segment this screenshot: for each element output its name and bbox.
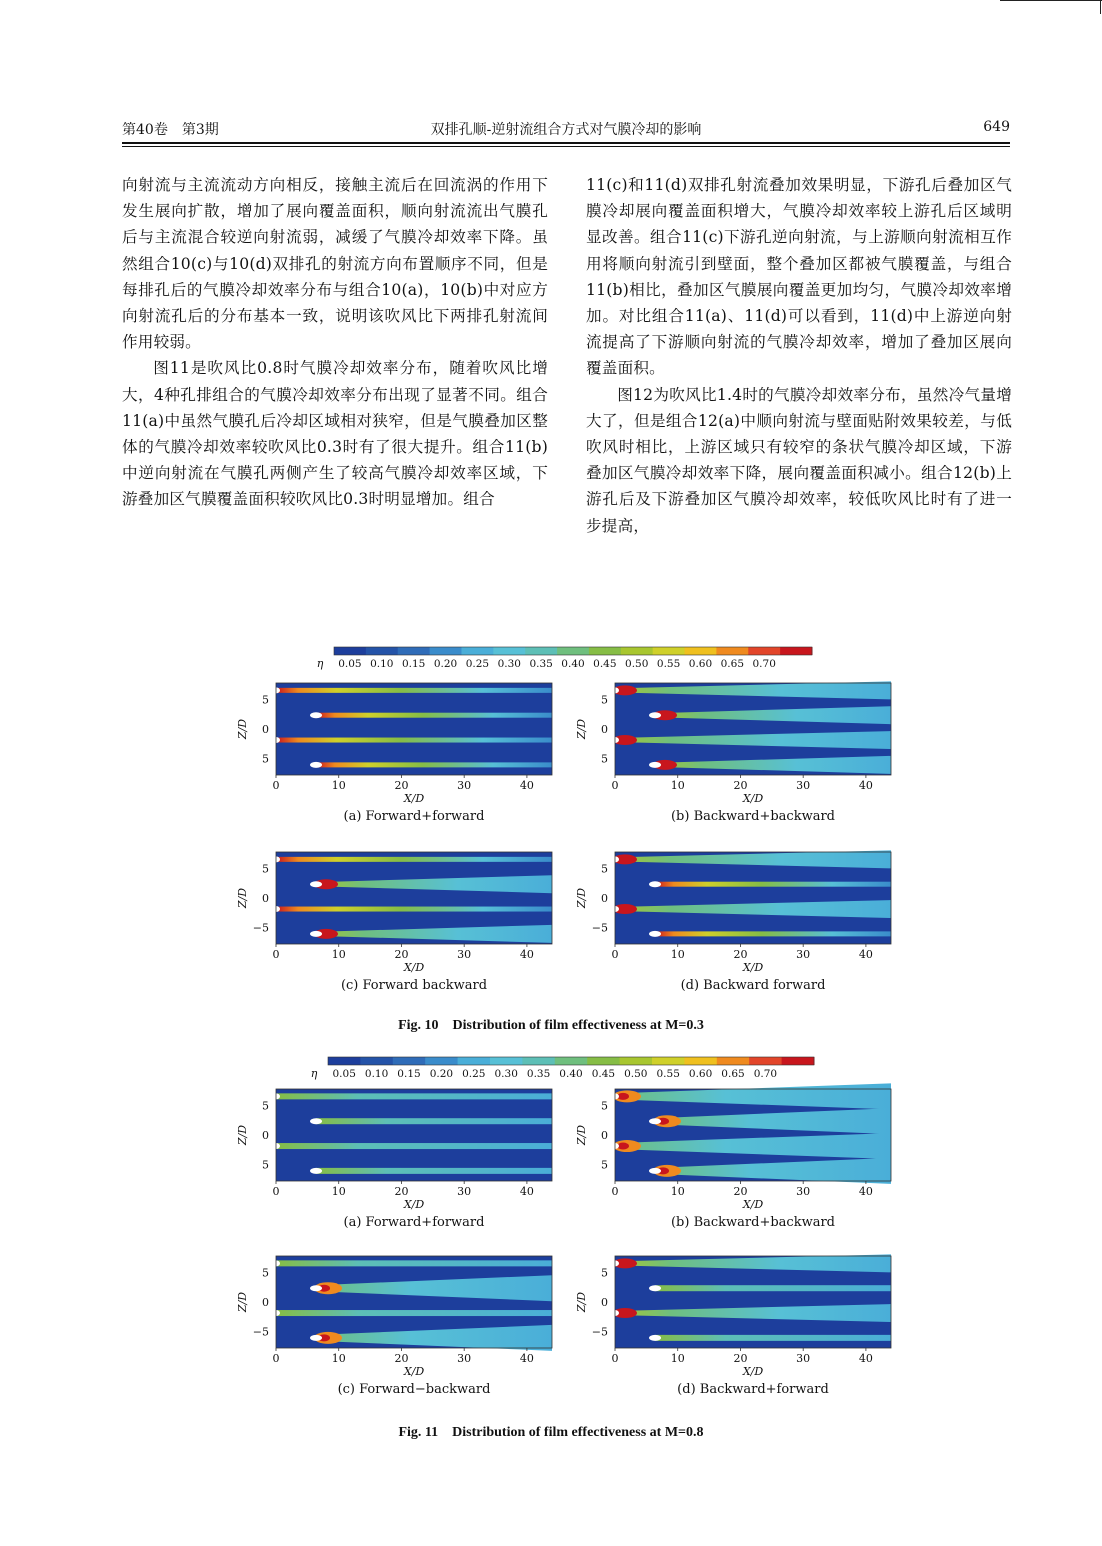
colorbar-symbol: η [310, 1067, 318, 1080]
colorbar-tick-label: 0.15 [397, 1068, 421, 1080]
colorbar-swatch [780, 647, 812, 655]
colorbar-tick-label: 0.30 [497, 658, 521, 670]
y-tick-label: 0 [601, 1296, 608, 1309]
colorbar-swatch [684, 1057, 717, 1065]
y-axis-label: Z/D [575, 887, 588, 909]
x-tick-label: 20 [394, 1352, 409, 1365]
y-tick-label: 0 [262, 892, 269, 905]
x-tick-label: 10 [670, 1352, 685, 1365]
x-tick-label: 30 [796, 1185, 811, 1198]
colorbar-tick-label: 0.25 [465, 658, 490, 670]
x-axis-label: X/D [742, 961, 764, 974]
film-jet [276, 1093, 552, 1099]
paragraph: 图12为吹风比1.4时的气膜冷却效率分布，虽然冷气量增大了，但是组合12(a)中顺向射流与壁面贴附效果较差，与低吹风时相比，上游区域只有较窄的条状气膜冷却区域，下游叠加区气膜冷却效率下降，展向覆盖面积减小。组合12(b)上游孔后及下游叠加区气膜冷却效率，较低吹风比时有了进一步提高， [586, 385, 1012, 535]
colorbar-tick-label: 0.10 [370, 658, 394, 670]
cooling-hole [310, 1168, 322, 1174]
colorbar-swatch [522, 1057, 555, 1065]
x-tick-label: 0 [272, 948, 280, 961]
y-tick-label: 0 [601, 892, 608, 905]
colorbar-swatch [366, 647, 398, 655]
y-tick-label: 5 [601, 752, 608, 766]
film-jet [276, 907, 552, 912]
colorbar-tick-label: 0.50 [624, 1068, 648, 1080]
colorbar-tick-label: 0.05 [332, 1068, 356, 1080]
journal-volume: 第40卷 第3期 [122, 122, 219, 138]
x-tick-label: 20 [733, 1352, 748, 1365]
y-tick-label: 0 [601, 1129, 608, 1142]
x-axis-label: X/D [403, 792, 425, 805]
x-tick-label: 10 [670, 1185, 685, 1198]
x-tick-label: 40 [519, 1185, 534, 1198]
colorbar-tick-label: 0.05 [338, 658, 362, 670]
colorbar-swatch [557, 647, 589, 655]
cooling-hole [649, 1168, 661, 1174]
colorbar-swatch [782, 1057, 815, 1065]
film-jet [655, 1285, 891, 1291]
colorbar-swatch [620, 1057, 653, 1065]
paragraph: 11(c)和11(d)双排孔射流叠加效果明显，下游孔后叠加区气膜冷却展向覆盖面积增大，气膜冷却效率较上游孔后区域明显改善。组合11(c)下游孔逆向射流，与上游顺向射流相互作用将顺向射流引到壁面，整个叠加区都被气膜覆盖，与组合11(b)相比，叠加区气膜展向覆盖更加均匀，气膜冷却效率增加。对比组合11(a)、11(d)可以看到，11(d)中上游逆向射流提高了下游顺向射流的气膜冷却效率，增加了叠加区展向覆盖面积。 [586, 176, 1012, 378]
film-jet [276, 1143, 552, 1149]
x-tick-label: 20 [733, 779, 748, 792]
panel-caption: (b) Backward+backward [670, 1215, 836, 1230]
x-tick-label: 30 [796, 948, 811, 961]
figure-11 [236, 1057, 891, 1397]
colorbar-tick-label: 0.70 [753, 1068, 778, 1080]
film-jet [316, 1168, 552, 1174]
cooling-hole [649, 1335, 661, 1341]
y-tick-label: −5 [591, 921, 608, 935]
y-tick-label: 5 [601, 862, 608, 876]
cooling-hole [649, 1285, 661, 1291]
x-tick-label: 10 [331, 1185, 346, 1198]
cooling-hole [649, 1118, 661, 1124]
y-tick-label: 0 [262, 1296, 269, 1309]
x-tick-label: 20 [394, 779, 409, 792]
colorbar-swatch [360, 1057, 393, 1065]
colorbar-tick-label: 0.40 [559, 1068, 583, 1080]
colorbar-swatch [398, 647, 430, 655]
y-tick-label: 0 [601, 723, 608, 736]
figure-10-caption: Fig. 10 Distribution of film effectiveness at M=0.3 [398, 1018, 704, 1033]
colorbar-tick-label: 0.30 [494, 1068, 518, 1080]
y-tick-label: 5 [262, 752, 269, 766]
panel-caption: (d) Backward+forward [677, 1382, 829, 1397]
contour-panel [236, 1256, 552, 1397]
x-tick-label: 10 [331, 779, 346, 792]
colorbar-swatch [334, 647, 366, 655]
x-tick-label: 10 [331, 948, 346, 961]
panel-caption: (c) Forward−backward [337, 1382, 491, 1397]
x-tick-label: 10 [670, 948, 685, 961]
x-tick-label: 40 [519, 948, 534, 961]
colorbar-tick-label: 0.15 [401, 658, 426, 670]
colorbar-tick-label: 0.20 [429, 1068, 454, 1080]
y-tick-label: 0 [262, 723, 269, 736]
y-tick-label: −5 [252, 1325, 269, 1339]
page-number: 649 [983, 119, 1010, 135]
film-jet [316, 713, 552, 718]
figure-11-caption: Fig. 11 Distribution of film effectiveness at M=0.8 [398, 1425, 704, 1440]
cooling-hole [310, 931, 322, 937]
x-tick-label: 20 [394, 948, 409, 961]
film-jet [655, 931, 891, 936]
x-axis-label: X/D [403, 1365, 425, 1378]
y-axis-label: Z/D [575, 718, 588, 740]
paragraph: 向射流与主流流动方向相反，接触主流后在回流涡的作用下发生展向扩散，增加了展向覆盖面积，顺向射流流出气膜孔后与主流混合较逆向射流弱，减缓了气膜冷却效率下降。虽然组合10(c)与10(d)双排孔的射流方向布置顺序不同，但是每排孔后的气膜冷却效率分布与组合10(a)，10(b)中对应方向射流孔后的分布基本一致，说明该吹风比下两排孔射流间作用较弱。 [122, 176, 548, 352]
colorbar-swatch [493, 647, 525, 655]
x-tick-label: 20 [394, 1185, 409, 1198]
y-tick-label: 5 [601, 693, 608, 707]
cooling-hole [310, 1118, 322, 1124]
colorbar-swatch [430, 647, 462, 655]
cooling-hole [649, 762, 661, 768]
film-jet [655, 882, 891, 887]
y-tick-label: 5 [601, 1099, 608, 1113]
panel-caption: (b) Backward+backward [670, 809, 836, 824]
x-tick-label: 40 [519, 1352, 534, 1365]
colorbar-swatch [685, 647, 717, 655]
x-tick-label: 40 [858, 779, 873, 792]
x-tick-label: 40 [858, 948, 873, 961]
y-tick-label: 5 [262, 1266, 269, 1280]
cooling-hole [649, 931, 661, 937]
film-jet [276, 857, 552, 862]
colorbar-swatch [717, 1057, 750, 1065]
colorbar-swatch [653, 647, 685, 655]
y-axis-label: Z/D [236, 1124, 249, 1146]
film-jet [276, 688, 552, 693]
colorbar-tick-label: 0.55 [656, 1068, 680, 1080]
contour-panel [575, 850, 891, 993]
x-tick-label: 10 [331, 1352, 346, 1365]
panel-background [276, 1089, 552, 1181]
contour-panel [236, 683, 552, 824]
x-tick-label: 0 [272, 779, 280, 792]
x-tick-label: 0 [272, 1352, 280, 1365]
colorbar-swatch [652, 1057, 685, 1065]
x-tick-label: 10 [670, 779, 685, 792]
colorbar-tick-label: 0.35 [526, 1068, 551, 1080]
x-tick-label: 0 [611, 1352, 619, 1365]
colorbar-swatch [490, 1057, 523, 1065]
colorbar-swatch [393, 1057, 426, 1065]
y-axis-label: Z/D [236, 718, 249, 740]
x-tick-label: 40 [858, 1352, 873, 1365]
x-tick-label: 0 [272, 1185, 280, 1198]
film-jet [316, 1118, 552, 1124]
contour-panel [575, 1083, 891, 1230]
panel-caption: (d) Backward forward [680, 978, 826, 993]
x-axis-label: X/D [403, 1198, 425, 1211]
y-axis-label: Z/D [575, 1291, 588, 1313]
colorbar-tick-label: 0.10 [364, 1068, 389, 1080]
y-tick-label: 5 [262, 1099, 269, 1113]
contour-panel [575, 681, 891, 824]
colorbar-swatch [621, 647, 653, 655]
colorbar-tick-label: 0.45 [593, 658, 617, 670]
paragraph: 图11是吹风比0.8时气膜冷却效率分布，随着吹风比增大，4种孔排组合的气膜冷却效率分布出现了显著不同。组合11(a)中虽然气膜孔后冷却区域相对狭窄，但是气膜叠加区整体的气膜冷却效率较吹风比0.3时有了很大提升。组合11(b)中逆向射流在气膜孔两侧产生了较高气膜冷却效率区域，下游叠加区气膜覆盖面积较吹风比0.3时明显增加。组合 [122, 359, 548, 509]
x-tick-label: 0 [611, 1185, 619, 1198]
y-axis-label: Z/D [575, 1124, 588, 1146]
y-tick-label: 5 [262, 693, 269, 707]
colorbar-tick-label: 0.65 [721, 1068, 745, 1080]
x-tick-label: 0 [611, 779, 619, 792]
colorbar-tick-label: 0.70 [752, 658, 776, 670]
colorbar-swatch [461, 647, 493, 655]
y-axis-label: Z/D [236, 887, 249, 909]
cooling-hole [649, 881, 661, 887]
colorbar-swatch [589, 647, 621, 655]
x-tick-label: 40 [519, 779, 534, 792]
y-tick-label: 5 [262, 862, 269, 876]
figure-10 [236, 647, 891, 993]
x-tick-label: 30 [457, 779, 472, 792]
colorbar-swatch [555, 1057, 588, 1065]
y-tick-label: −5 [252, 921, 269, 935]
colorbar-tick-label: 0.35 [529, 658, 553, 670]
colorbar-tick-label: 0.50 [625, 658, 649, 670]
colorbar-tick-label: 0.25 [462, 1068, 486, 1080]
colorbar-swatch [525, 647, 557, 655]
film-jet [655, 1335, 891, 1341]
x-axis-label: X/D [403, 961, 425, 974]
panel-caption: (a) Forward+forward [343, 809, 485, 824]
cooling-hole [310, 712, 322, 718]
panel-caption: (c) Forward backward [340, 978, 488, 993]
film-jet [276, 1260, 552, 1266]
x-tick-label: 30 [457, 948, 472, 961]
contour-panel [575, 1254, 891, 1397]
x-tick-label: 30 [796, 779, 811, 792]
x-tick-label: 30 [457, 1352, 472, 1365]
cooling-hole [649, 712, 661, 718]
colorbar-swatch [749, 1057, 782, 1065]
colorbar-swatch [748, 647, 780, 655]
colorbar-swatch [328, 1057, 361, 1065]
x-tick-label: 30 [457, 1185, 472, 1198]
colorbar-symbol: η [316, 657, 324, 670]
film-jet [276, 1310, 552, 1316]
panel-background [276, 683, 552, 775]
x-tick-label: 20 [733, 948, 748, 961]
cooling-hole [310, 1335, 322, 1341]
colorbar-tick-label: 0.40 [561, 658, 585, 670]
y-tick-label: −5 [591, 1325, 608, 1339]
colorbar-tick-label: 0.60 [688, 1068, 713, 1080]
colorbar-tick-label: 0.45 [591, 1068, 616, 1080]
x-axis-label: X/D [742, 792, 764, 805]
film-jet [276, 738, 552, 743]
colorbar-swatch [425, 1057, 458, 1065]
cooling-hole [310, 762, 322, 768]
contour-panel [236, 1089, 552, 1230]
colorbar-swatch [458, 1057, 491, 1065]
film-jet [316, 762, 552, 767]
y-tick-label: 5 [601, 1158, 608, 1172]
colorbar-tick-label: 0.60 [688, 658, 713, 670]
panel-caption: (a) Forward+forward [343, 1215, 485, 1230]
contour-panel [236, 852, 552, 993]
x-tick-label: 20 [733, 1185, 748, 1198]
y-tick-label: 5 [262, 1158, 269, 1172]
cooling-hole [310, 1285, 322, 1291]
x-tick-label: 30 [796, 1352, 811, 1365]
x-tick-label: 40 [858, 1185, 873, 1198]
colorbar-tick-label: 0.20 [433, 658, 458, 670]
y-tick-label: 0 [262, 1129, 269, 1142]
colorbar-swatch [587, 1057, 620, 1065]
cooling-hole [310, 881, 322, 887]
y-axis-label: Z/D [236, 1291, 249, 1313]
y-tick-label: 5 [601, 1266, 608, 1280]
x-tick-label: 0 [611, 948, 619, 961]
colorbar-tick-label: 0.65 [720, 658, 745, 670]
x-axis-label: X/D [742, 1365, 764, 1378]
colorbar-swatch [716, 647, 748, 655]
colorbar-tick-label: 0.55 [656, 658, 681, 670]
x-axis-label: X/D [742, 1198, 764, 1211]
running-title: 双排孔顺-逆射流组合方式对气膜冷却的影响 [430, 122, 702, 138]
